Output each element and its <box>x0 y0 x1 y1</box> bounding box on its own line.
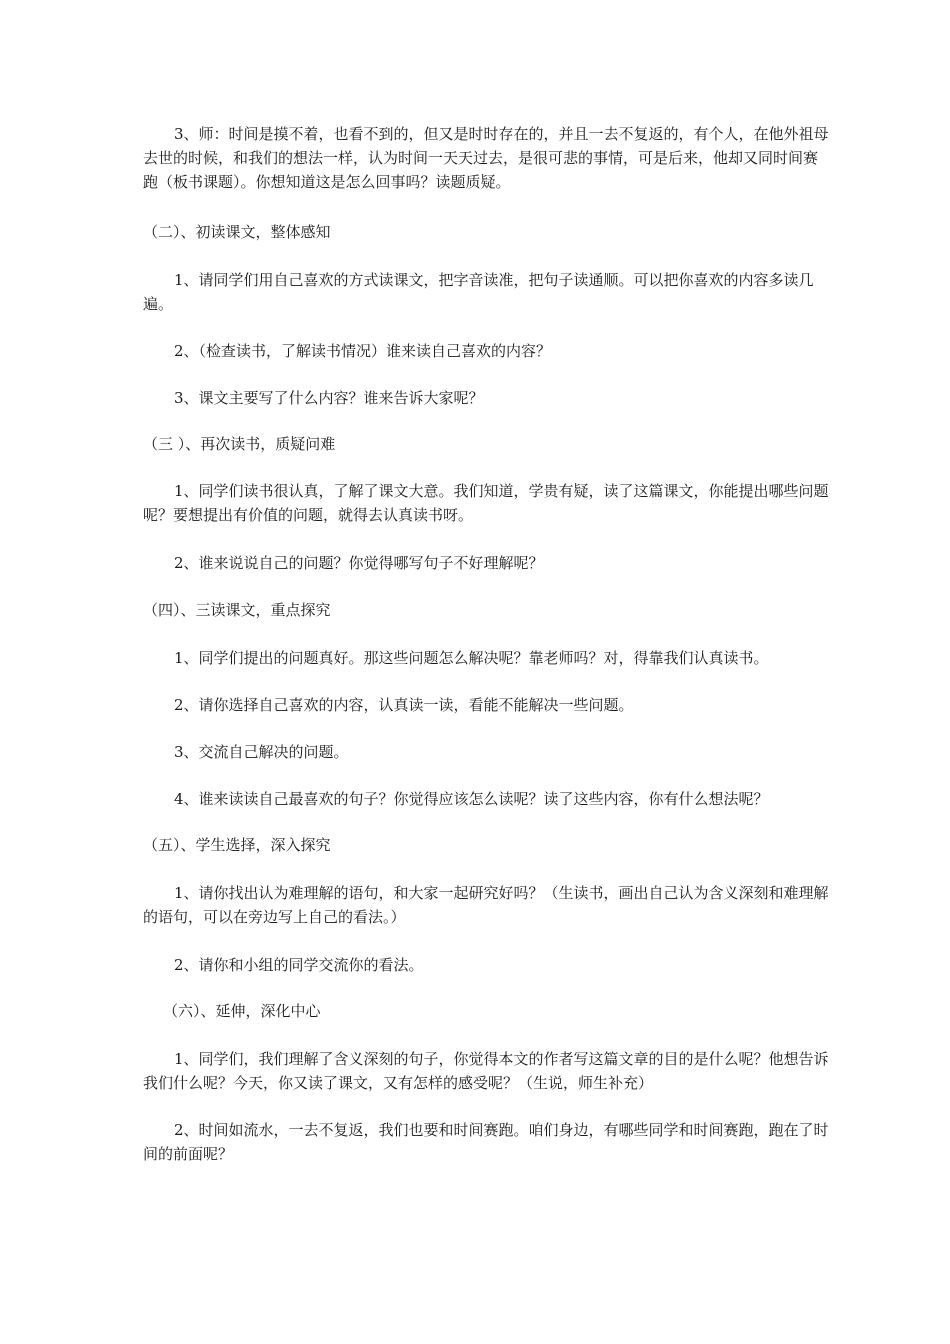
section-heading-6: （六）、延伸，深化中心 <box>163 1002 321 1020</box>
section-heading-4: （四）、三读课文，重点探究 <box>143 601 331 619</box>
section-heading-3: （三 ）、再次读书，质疑问难 <box>143 435 336 453</box>
section-4-item-4: 4、谁来读读自己最喜欢的句子？你觉得应该怎么读呢？读了这些内容，你有什么想法呢？ <box>174 790 769 808</box>
section-4-item-1: 1、同学们提出的问题真好。那这些问题怎么解决呢？靠老师吗？对，得靠我们认真读书。 <box>174 649 769 667</box>
section-5-item-2: 2、请你和小组的同学交流你的看法。 <box>174 956 424 974</box>
paragraph-3-teacher-intro: 3、师：时间是摸不着，也看不到的，但又是时时存在的，并且一去不复返的，有个人，在他外祖母去世的时候，和我们的想法一样，认为时间一天天过去，是很可悲的事情，可是后来，他却又同时间赛跑（板书课题）。你想知道这是怎么回事吗？读题质疑。 <box>143 125 829 191</box>
section-2-item-1: 1、请同学们用自己喜欢的方式读课文，把字音读准，把句子读通顺。可以把你喜欢的内容多读几遍。 <box>143 271 814 313</box>
section-6-item-1: 1、同学们，我们理解了含义深刻的句子，你觉得本文的作者写这篇文章的目的是什么呢？他想告诉我们什么呢？今天，你又读了课文，又有怎样的感受呢？（生说，师生补充） <box>143 1050 829 1092</box>
section-2-item-3: 3、课文主要写了什么内容？谁来告诉大家呢？ <box>174 389 484 407</box>
section-heading-2: （二）、初读课文，整体感知 <box>143 223 331 241</box>
section-5-item-1: 1、请你找出认为难理解的语句，和大家一起研究好吗？（生读书，画出自己认为含义深刻和难理解的语句，可以在旁边写上自己的看法。） <box>143 884 829 926</box>
section-heading-5: （五）、学生选择，深入探究 <box>143 836 331 854</box>
section-3-item-2: 2、谁来说说自己的问题？你觉得哪写句子不好理解呢？ <box>174 554 544 572</box>
section-6-item-2: 2、时间如流水，一去不复返，我们也要和时间赛跑。咱们身边，有哪些同学和时间赛跑，跑在了时间的前面呢？ <box>143 1121 829 1163</box>
section-2-item-2: 2、（检查读书，了解读书情况）谁来读自己喜欢的内容？ <box>174 342 552 360</box>
section-4-item-3: 3、交流自己解决的问题。 <box>174 743 349 761</box>
section-4-item-2: 2、请你选择自己喜欢的内容，认真读一读，看能不能解决一些问题。 <box>174 696 634 714</box>
section-3-item-1: 1、同学们读书很认真，了解了课文大意。我们知道，学贵有疑，读了这篇课文，你能提出哪些问题呢？要想提出有价值的问题，就得去认真读书呀。 <box>143 482 829 524</box>
